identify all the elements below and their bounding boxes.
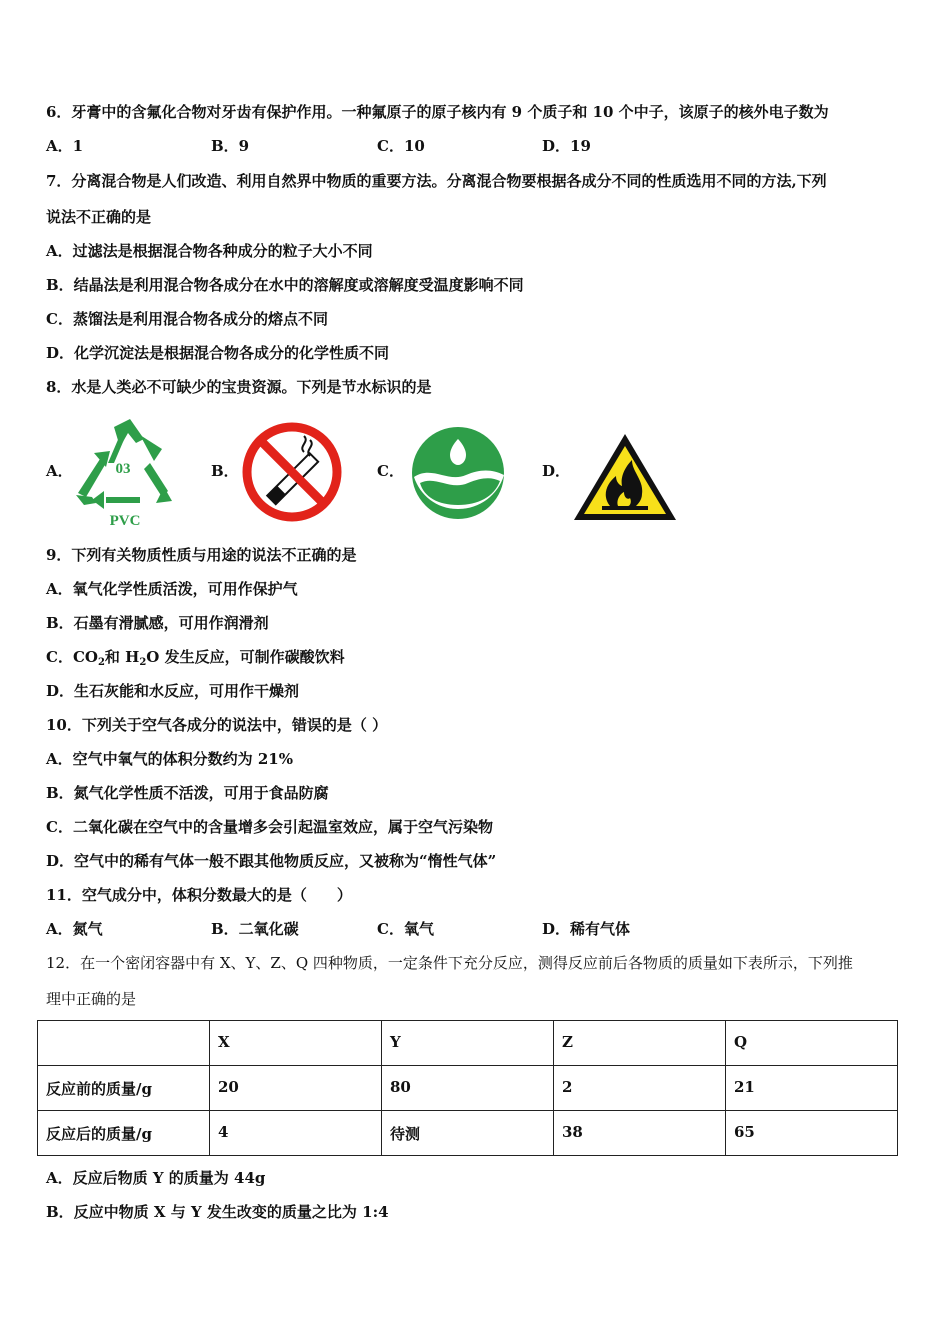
table-cell: 65 [726,1111,898,1156]
table-cell: 反应后的质量/g [38,1111,210,1156]
q6-option-b[interactable]: B．9 [211,137,250,155]
q11-option-b[interactable]: B．二氧化碳 [211,920,299,938]
q7-stem-line2: 说法不正确的是 [46,208,152,226]
mass-data-table [37,1020,898,1156]
flammable-warning-icon[interactable] [570,430,680,524]
table-cell: 21 [726,1066,898,1111]
q9-option-c-mid: 和 H [104,648,140,666]
q9-option-c-suffix: O 发生反应，可制作碳酸饮料 [146,648,345,666]
q9-option-c[interactable] [46,647,345,667]
q7-option-b[interactable]: B．结晶法是利用混合物各成分在水中的溶解度或溶解度受温度影响不同 [46,276,524,294]
table-cell: 38 [554,1111,726,1156]
q11-option-a[interactable]: A．氮气 [46,920,103,938]
table-row [38,1066,898,1111]
recycle-code-text: 03 [115,461,131,477]
q7-option-a[interactable]: A．过滤法是根据混合物各种成分的粒子大小不同 [46,242,373,260]
q8-option-a-label[interactable]: A． [46,462,73,480]
q11-option-c[interactable]: C．氧气 [377,920,434,938]
q9-option-c-prefix: C．CO [46,648,98,666]
q9-option-b[interactable]: B．石墨有滑腻感，可用作润滑剂 [46,614,269,632]
table-header-cell: Q [726,1021,898,1066]
q7-option-d[interactable]: D．化学沉淀法是根据混合物各成分的化学性质不同 [46,344,390,362]
recycle-pvc-icon[interactable] [70,413,178,529]
q10-option-b[interactable]: B．氮气化学性质不活泼，可用于食品防腐 [46,784,329,802]
table-header-cell: Y [382,1021,554,1066]
q9-option-a[interactable]: A．氧气化学性质活泼，可用作保护气 [46,580,298,598]
q6-option-d[interactable]: D．19 [542,137,591,155]
q7-option-c[interactable]: C．蒸馏法是利用混合物各成分的熔点不同 [46,310,328,328]
table-cell: 20 [210,1066,382,1111]
q9-option-c-sub1: 2 [97,657,105,668]
table-header-cell: X [210,1021,382,1066]
q12-option-a[interactable]: A．反应后物质 Y 的质量为 44g [46,1169,266,1187]
q6-option-a[interactable]: A．1 [46,137,84,155]
water-saving-icon[interactable] [410,425,506,521]
q6-stem: 6．牙膏中的含氟化合物对牙齿有保护作用。一种氟原子的原子核内有 9 个质子和 10 个中子，该原子的核外电子数为 [46,103,829,121]
q12-option-b[interactable]: B．反应中物质 X 与 Y 发生改变的质量之比为 1:4 [46,1203,389,1221]
q10-option-a[interactable]: A．空气中氧气的体积分数约为 21% [46,750,293,768]
no-smoking-icon[interactable] [240,420,344,524]
q10-option-d[interactable]: D．空气中的稀有气体一般不跟其他物质反应，又被称为“惰性气体” [46,852,497,870]
q8-option-c-label[interactable]: C． [377,462,404,480]
q8-option-d-label[interactable]: D． [542,462,571,480]
q12-stem-line2: 理中正确的是 [46,990,137,1008]
q7-stem-line1: 7．分离混合物是人们改造、利用自然界中物质的重要方法。分离混合物要根据各成分不同的性质选用不同的方法,下列 [46,172,827,190]
recycle-material-text: PVC [109,513,141,529]
q10-stem: 10．下列关于空气各成分的说法中，错误的是（ ） [46,716,388,734]
table-header-cell: Z [554,1021,726,1066]
q8-stem: 8．水是人类必不可缺少的宝贵资源。下列是节水标识的是 [46,378,432,396]
q11-stem: 11．空气成分中，体积分数最大的是（ ） [46,886,352,904]
table-cell: 2 [554,1066,726,1111]
table-header-row [38,1021,898,1066]
q9-option-d[interactable]: D．生石灰能和水反应，可用作干燥剂 [46,682,300,700]
q6-option-c[interactable]: C．10 [377,137,425,155]
q8-option-b-label[interactable]: B． [211,462,239,480]
q11-option-d[interactable]: D．稀有气体 [542,920,631,938]
table-cell: 反应前的质量/g [38,1066,210,1111]
table-header-cell [38,1021,210,1066]
table-row [38,1111,898,1156]
table-cell: 80 [382,1066,554,1111]
table-cell: 4 [210,1111,382,1156]
table-cell: 待测 [382,1111,554,1156]
q9-option-c-sub2: 2 [139,657,147,668]
q12-stem-line1: 12．在一个密闭容器中有 X、Y、Z、Q 四种物质，一定条件下充分反应，测得反应前后各物质的质量如下表所示，下列推 [46,954,853,972]
q10-option-c[interactable]: C．二氧化碳在空气中的含量增多会引起温室效应，属于空气污染物 [46,818,493,836]
q9-stem: 9．下列有关物质性质与用途的说法不正确的是 [46,546,357,564]
